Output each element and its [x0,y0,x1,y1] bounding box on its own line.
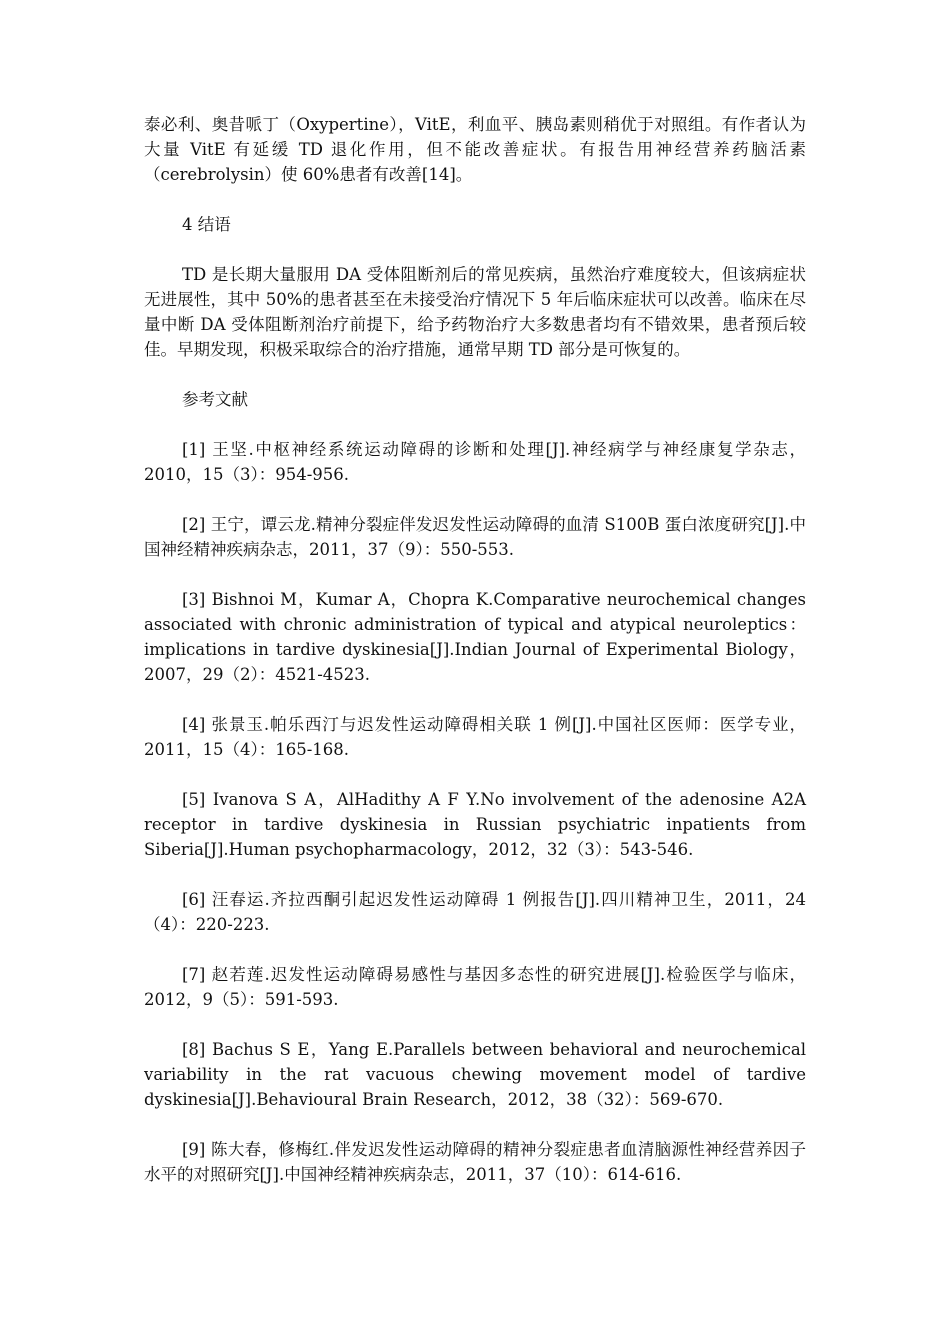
spacer [144,862,806,887]
intro-paragraph: 泰必利、奥昔哌丁（Oxypertine），VitE，利血平、胰岛素则稍优于对照组。有作者认为大量 VitE 有延缓 TD 退化作用，但不能改善症状。有报告用神经营养药脑活素（cerebrolysin）使 60%患者有改善[14]。 [144,115,806,184]
reference-item: [4] 张景玉.帕乐西汀与迟发性运动障碍相关联 1 例[J].中国社区医师：医学专业，2011，15（4）：165-168. [144,715,806,759]
reference-item: [7] 赵若莲.迟发性运动障碍易感性与基因多态性的研究进展[J].检验医学与临床，2012，9（5）：591-593. [144,965,806,1009]
spacer [144,412,806,437]
spacer [144,562,806,587]
section-heading-conclusion: 4 结语 [182,215,231,234]
spacer [144,487,806,512]
reference-item: [5] Ivanova S A，AlHadithy A F Y.No involvement of the adenosine A2A receptor in tardive dyskinesia in Russian psychiatric inpatients from Siberia[J].Human psychopharmacology，2012，32（3）：543-546. [144,790,806,859]
spacer [144,187,806,212]
conclusion-paragraph: TD 是长期大量服用 DA 受体阻断剂后的常见疾病，虽然治疗难度较大，但该病症状无进展性，其中 50%的患者甚至在未接受治疗情况下 5 年后临床症状可以改善。临床在尽量中断 DA 受体阻断剂治疗前提下，给予药物治疗大多数患者均有不错效果，患者预后较佳。早期发现，积极采取综合的治疗措施，通常早期 TD 部分是可恢复的。 [144,265,806,359]
document-page [144,112,806,1187]
spacer [144,1112,806,1137]
spacer [144,237,806,262]
reference-item: [3] Bishnoi M，Kumar A，Chopra K.Comparative neurochemical changes associated with chronic administration of typical and atypical neuroleptics：implications in tardive dyskinesia[J].Indian Journal of Experimental Biology，2007，29（2）：4521-4523. [144,590,806,684]
reference-item: [1] 王坚.中枢神经系统运动障碍的诊断和处理[J].神经病学与神经康复学杂志，2010，15（3）：954-956. [144,440,806,484]
spacer [144,762,806,787]
reference-item: [9] 陈大春，修梅红.伴发迟发性运动障碍的精神分裂症患者血清脑源性神经营养因子水平的对照研究[J].中国神经精神疾病杂志，2011，37（10）：614-616. [144,1140,806,1184]
reference-item: [2] 王宁，谭云龙.精神分裂症伴发迟发性运动障碍的血清 S100B 蛋白浓度研究[J].中国神经精神疾病杂志，2011，37（9）：550-553. [144,515,806,559]
reference-item: [6] 汪春运.齐拉西酮引起迟发性运动障碍 1 例报告[J].四川精神卫生，2011，24（4）：220-223. [144,890,806,934]
reference-item: [8] Bachus S E，Yang E.Parallels between behavioral and neurochemical variability in the rat vacuous chewing movement model of tardive dyskinesia[J].Behavioural Brain Research，2012，38（32）：569-670. [144,1040,806,1109]
spacer [144,1012,806,1037]
references-heading: 参考文献 [182,390,248,409]
spacer [144,687,806,712]
spacer [144,937,806,962]
spacer [144,362,806,387]
